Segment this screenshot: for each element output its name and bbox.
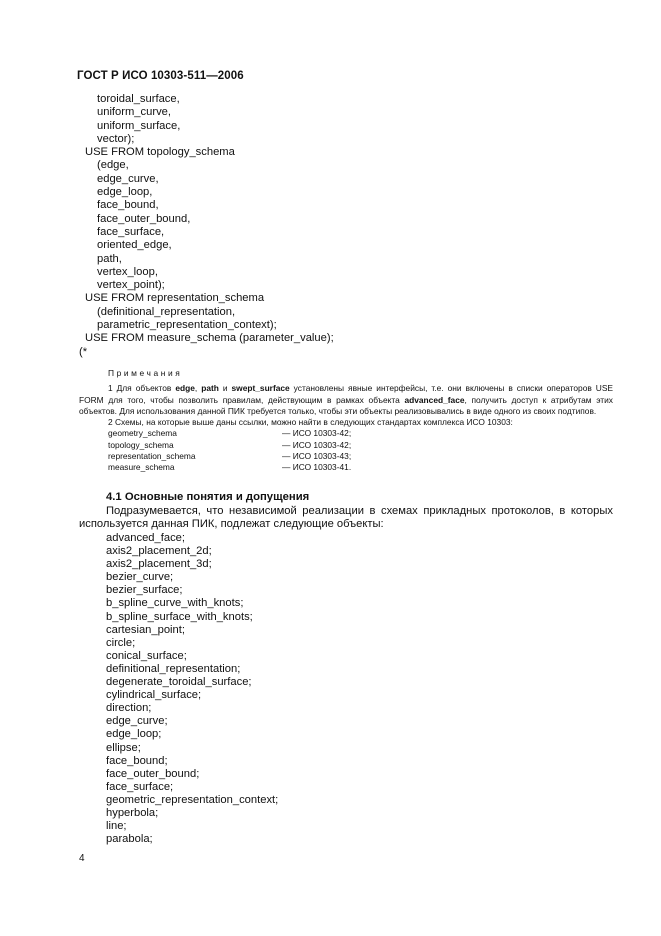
use-from-topology: USE FROM topology_schema (85, 146, 235, 159)
schema-name: geometry_schema (108, 428, 177, 439)
entity-item: bezier_surface; (106, 584, 183, 597)
entity-item: conical_surface; (106, 649, 187, 662)
entity-item: b_spline_curve_with_knots; (106, 597, 244, 610)
entity-item: advanced_face; (106, 532, 185, 544)
entity-item: circle; (106, 636, 136, 649)
comment-open: (* (79, 345, 88, 358)
code-line: face_bound, (97, 199, 159, 212)
entity-item: cylindrical_surface; (106, 689, 202, 702)
code-line: uniform_curve, (97, 106, 171, 119)
note-2: 2 Схемы, на которые выше даны ссылки, можно найти в следующих стандартах комплекса ИСО 10303: (108, 417, 513, 428)
entity-item: definitional_representation; (106, 662, 241, 675)
entity-item: cartesian_point; (106, 623, 185, 636)
schema-name: measure_schema (108, 462, 175, 473)
entity-item: geometric_representation_context; (106, 793, 279, 806)
code-line: (definitional_representation, (97, 305, 236, 318)
entity-item: b_spline_surface_with_knots; (106, 610, 253, 623)
schema-standard: — ИСО 10303-41. (282, 462, 352, 473)
entity-item: edge_loop; (106, 728, 162, 741)
code-line: (edge, (97, 159, 129, 172)
schema-ref-row (79, 462, 613, 473)
page-header: ГОСТ Р ИСО 10303-511—2006 (77, 70, 244, 82)
code-line: vertex_point); (97, 279, 165, 292)
note-1: 1 Для объектов edge, path и swept_surface установлены явные интерфейсы, т.е. они включены в списки операторов USE FORM для того, чтобы позволить правилам, действующим в рамках объекта advanced_face, получить доступ к атрибутам этих объектов. Для использования данной ПИК требуется только, чтобы эти объекты реализовывались в виде одного из своих подтипов. (79, 383, 613, 416)
code-line: parametric_representation_context); (97, 319, 277, 332)
schema-standard: — ИСО 10303-42; (282, 439, 352, 450)
entity-item: face_bound; (106, 754, 168, 767)
entity-item: degenerate_toroidal_surface; (106, 676, 252, 689)
code-line: edge_loop, (97, 186, 153, 199)
entity-item: bezier_curve; (106, 571, 174, 584)
entity-item: hyperbola; (106, 806, 159, 819)
code-line: face_surface, (97, 225, 165, 238)
page-number: 4 (79, 853, 85, 864)
entity-item: ellipse; (106, 741, 141, 754)
schema-name: representation_schema (108, 451, 196, 462)
use-from-representation: USE FROM representation_schema (85, 292, 265, 305)
code-line: edge_curve, (97, 172, 159, 185)
entity-list (106, 532, 278, 846)
entity-item: axis2_placement_2d; (106, 545, 212, 558)
schema-name: topology_schema (108, 439, 174, 450)
entity-item: face_outer_bound; (106, 767, 200, 780)
entity-item: parabola; (106, 833, 153, 846)
code-line: vertex_loop, (97, 265, 158, 278)
schema-ref-row (79, 440, 613, 451)
notes-title: Примечания (108, 368, 183, 378)
code-line: uniform_surface, (97, 119, 181, 132)
entity-item: face_surface; (106, 780, 174, 793)
section-intro: Подразумевается, что независимой реализации в схемах прикладных протоколов, в которых используется данная ПИК, подлежат следующие объекты: (79, 505, 613, 531)
entity-item: axis2_placement_3d; (106, 558, 212, 571)
code-line: path, (97, 252, 122, 265)
code-line: vector); (97, 132, 135, 145)
entity-item: direction; (106, 702, 152, 715)
schema-standard: — ИСО 10303-42; (282, 428, 352, 439)
schema-ref-row (79, 451, 613, 462)
schema-standard: — ИСО 10303-43; (282, 451, 352, 462)
code-line: oriented_edge, (97, 239, 172, 252)
use-from-measure: USE FROM measure_schema (parameter_value); (85, 332, 334, 345)
entity-item: edge_curve; (106, 715, 168, 728)
code-line: face_outer_bound, (97, 212, 191, 225)
notes-block (79, 368, 613, 474)
schema-ref-row (79, 428, 613, 439)
section-heading: 4.1 Основные понятия и допущения (106, 491, 310, 503)
code-line: toroidal_surface, (97, 93, 180, 105)
entity-item: line; (106, 820, 127, 833)
express-code-block (0, 93, 661, 359)
